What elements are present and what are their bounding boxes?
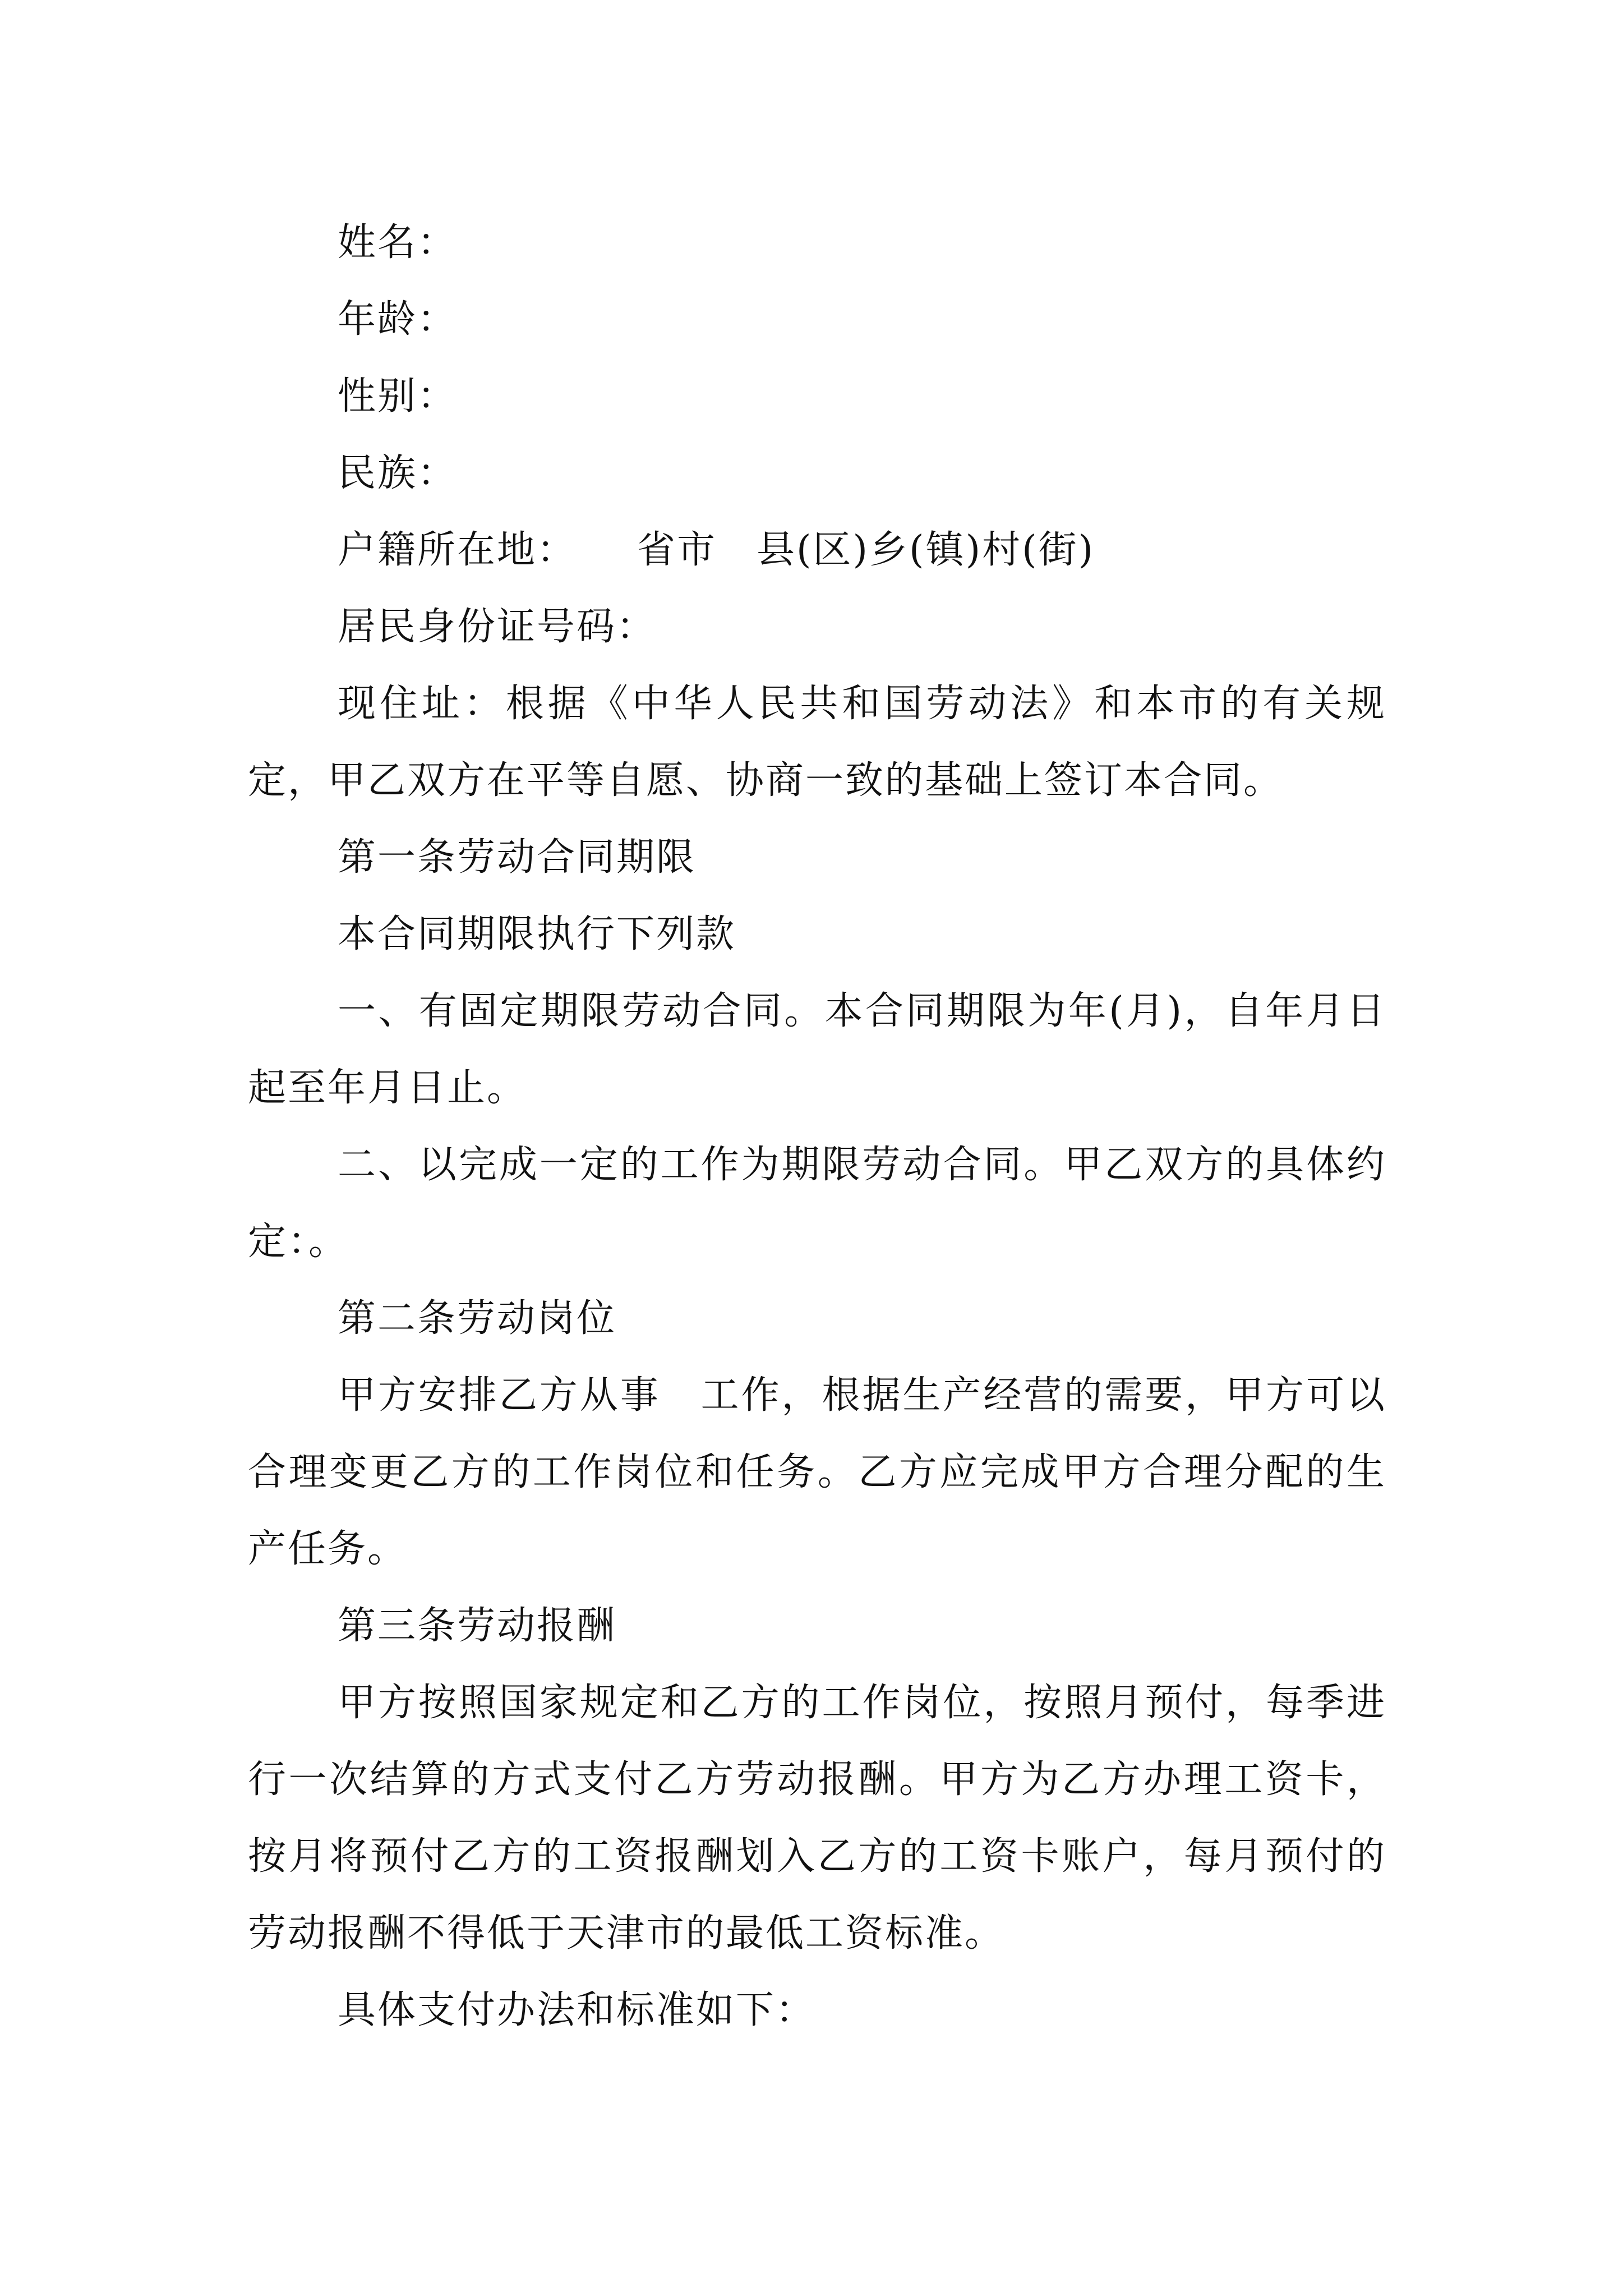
article-1-heading: 第一条劳动合同期限 [338,835,697,880]
field-address-preamble: 现住址：根据《中华人民共和国劳动法》和本市的有关规定，甲乙双方在平等自愿、协商一致的基础上签订本合同。 [248,682,1386,803]
field-gender: 性别： [338,374,458,418]
field-age: 年龄： [338,297,458,342]
article-1-intro: 本合同期限执行下列款 [338,912,736,956]
document-body [248,204,1386,2049]
article-3-body: 甲方按照国家规定和乙方的工作岗位，按照月预付，每季进行一次结算的方式支付乙方劳动报酬。甲方为乙方办理工资卡，按月将预付乙方的工资报酬划入乙方的工资卡账户，每月预付的劳动报酬不得低于天津市的最低工资标准。 [248,1681,1386,1955]
field-ethnicity: 民族： [338,451,458,495]
article-1-clause-1: 一、有固定期限劳动合同。本合同期限为年(月)，自年月日起至年月日止。 [248,989,1386,1110]
article-2-body: 甲方安排乙方从事 工作，根据生产经营的需要，甲方可以合理变更乙方的工作岗位和任务。乙方应完成甲方合理分配的生产任务。 [248,1373,1386,1571]
article-2-heading: 第二条劳动岗位 [338,1296,617,1341]
article-3-payment-intro: 具体支付办法和标准如下： [338,1988,816,2032]
field-id-number: 居民身份证号码： [338,605,657,649]
field-household-registration: 户籍所在地： 省市 县(区)乡(镇)村(街) [338,528,1095,572]
field-name: 姓名： [338,220,458,265]
article-3-heading: 第三条劳动报酬 [338,1604,617,1648]
article-1-clause-2: 二、以完成一定的工作为期限劳动合同。甲乙双方的具体约定：。 [248,1143,1386,1264]
